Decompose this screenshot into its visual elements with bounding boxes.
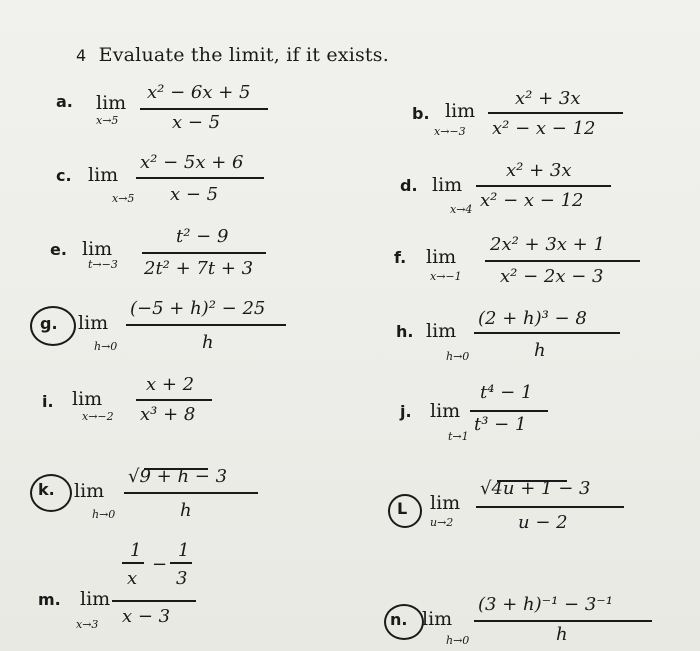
denominator: x² − x − 12 bbox=[480, 190, 584, 211]
exercise-heading bbox=[76, 44, 389, 66]
lim-subscript: t→1 bbox=[448, 430, 469, 443]
denominator: h bbox=[180, 500, 192, 521]
lim-operator: lim bbox=[88, 164, 119, 186]
denominator: h bbox=[556, 624, 568, 645]
denominator: x − 5 bbox=[172, 112, 221, 133]
denominator: x − 5 bbox=[170, 184, 219, 205]
inner-minus: − bbox=[152, 554, 168, 575]
inner-numerator-right: 1 bbox=[178, 540, 190, 561]
denominator: 2t² + 7t + 3 bbox=[144, 258, 254, 279]
denominator: x − 3 bbox=[122, 606, 171, 627]
inner-fraction-bar-left bbox=[122, 562, 144, 564]
problem-label: i. bbox=[42, 392, 54, 411]
lim-subscript: x→−2 bbox=[82, 410, 114, 423]
lim-operator: lim bbox=[432, 174, 463, 196]
exercise-instruction: Evaluate the limit, if it exists. bbox=[98, 44, 389, 66]
fraction-bar bbox=[112, 600, 196, 602]
numerator: 2x² + 3x + 1 bbox=[490, 234, 605, 255]
lim-operator: lim bbox=[80, 588, 111, 610]
problem-label: a. bbox=[56, 92, 73, 111]
lim-subscript: u→2 bbox=[430, 516, 454, 529]
problem-label: f. bbox=[394, 248, 407, 267]
lim-subscript: x→4 bbox=[450, 203, 473, 216]
exercise-number: 4 bbox=[76, 46, 87, 65]
fraction-bar bbox=[124, 492, 258, 494]
lim-operator: lim bbox=[430, 400, 461, 422]
fraction-bar bbox=[470, 410, 548, 412]
problem-label: k. bbox=[38, 480, 55, 499]
denominator: u − 2 bbox=[518, 512, 568, 533]
fraction-bar bbox=[136, 399, 212, 401]
numerator: x² + 3x bbox=[515, 88, 581, 109]
numerator: t² − 9 bbox=[176, 226, 229, 247]
fraction-bar bbox=[476, 185, 611, 187]
fraction-bar bbox=[126, 324, 286, 326]
lim-operator: lim bbox=[96, 92, 127, 114]
numerator: x² + 3x bbox=[506, 160, 572, 181]
inner-denominator-right: 3 bbox=[176, 568, 188, 589]
lim-operator: lim bbox=[426, 246, 457, 268]
problem-label: L bbox=[397, 499, 408, 518]
lim-subscript: x→5 bbox=[112, 192, 135, 205]
fraction-bar bbox=[142, 252, 266, 254]
problem-label: c. bbox=[56, 166, 72, 185]
denominator: x² − x − 12 bbox=[492, 118, 596, 139]
denominator: h bbox=[534, 340, 546, 361]
lim-subscript: x→−3 bbox=[434, 125, 466, 138]
lim-subscript: h→0 bbox=[446, 350, 470, 363]
numerator: (2 + h)³ − 8 bbox=[478, 308, 587, 329]
problem-label: j. bbox=[400, 402, 412, 421]
fraction-bar bbox=[474, 620, 652, 622]
denominator: x³ + 8 bbox=[140, 404, 196, 425]
denominator: x² − 2x − 3 bbox=[500, 266, 604, 287]
problem-label: g. bbox=[40, 314, 58, 333]
numerator: (−5 + h)² − 25 bbox=[130, 298, 266, 319]
problem-label: h. bbox=[396, 322, 414, 341]
fraction-bar bbox=[476, 506, 624, 508]
lim-operator: lim bbox=[426, 320, 457, 342]
problem-label: b. bbox=[412, 104, 430, 123]
fraction-bar bbox=[140, 108, 268, 110]
lim-operator: lim bbox=[445, 100, 476, 122]
lim-subscript: x→−1 bbox=[430, 270, 462, 283]
lim-operator: lim bbox=[74, 480, 105, 502]
numerator: √4u + 1 − 3 bbox=[480, 478, 591, 499]
fraction-bar bbox=[136, 177, 264, 179]
lim-subscript: x→5 bbox=[96, 114, 119, 127]
numerator: t⁴ − 1 bbox=[480, 382, 533, 403]
lim-operator: lim bbox=[72, 388, 103, 410]
fraction-bar bbox=[488, 112, 623, 114]
denominator: h bbox=[202, 332, 214, 353]
lim-operator: lim bbox=[430, 492, 461, 514]
inner-denominator-left: x bbox=[127, 568, 138, 589]
lim-subscript: h→0 bbox=[94, 340, 118, 353]
lim-subscript: h→0 bbox=[92, 508, 116, 521]
problem-label: n. bbox=[390, 610, 408, 629]
numerator: √9 + h − 3 bbox=[128, 466, 228, 487]
fraction-bar bbox=[485, 260, 640, 262]
numerator: x² − 6x + 5 bbox=[147, 82, 251, 103]
fraction-bar bbox=[474, 332, 620, 334]
lim-operator: lim bbox=[422, 608, 453, 630]
lim-operator: lim bbox=[82, 238, 113, 260]
problem-label: m. bbox=[38, 590, 61, 609]
denominator: t³ − 1 bbox=[474, 414, 527, 435]
problem-label: e. bbox=[50, 240, 67, 259]
problem-label: d. bbox=[400, 176, 418, 195]
inner-numerator-left: 1 bbox=[130, 540, 142, 561]
inner-fraction-bar-right bbox=[170, 562, 192, 564]
numerator: x + 2 bbox=[146, 374, 195, 395]
lim-subscript: t→−3 bbox=[88, 258, 118, 271]
lim-operator: lim bbox=[78, 312, 109, 334]
lim-subscript: h→0 bbox=[446, 634, 470, 647]
lim-subscript: x→3 bbox=[76, 618, 99, 631]
numerator: (3 + h)⁻¹ − 3⁻¹ bbox=[478, 594, 614, 615]
numerator: x² − 5x + 6 bbox=[140, 152, 244, 173]
